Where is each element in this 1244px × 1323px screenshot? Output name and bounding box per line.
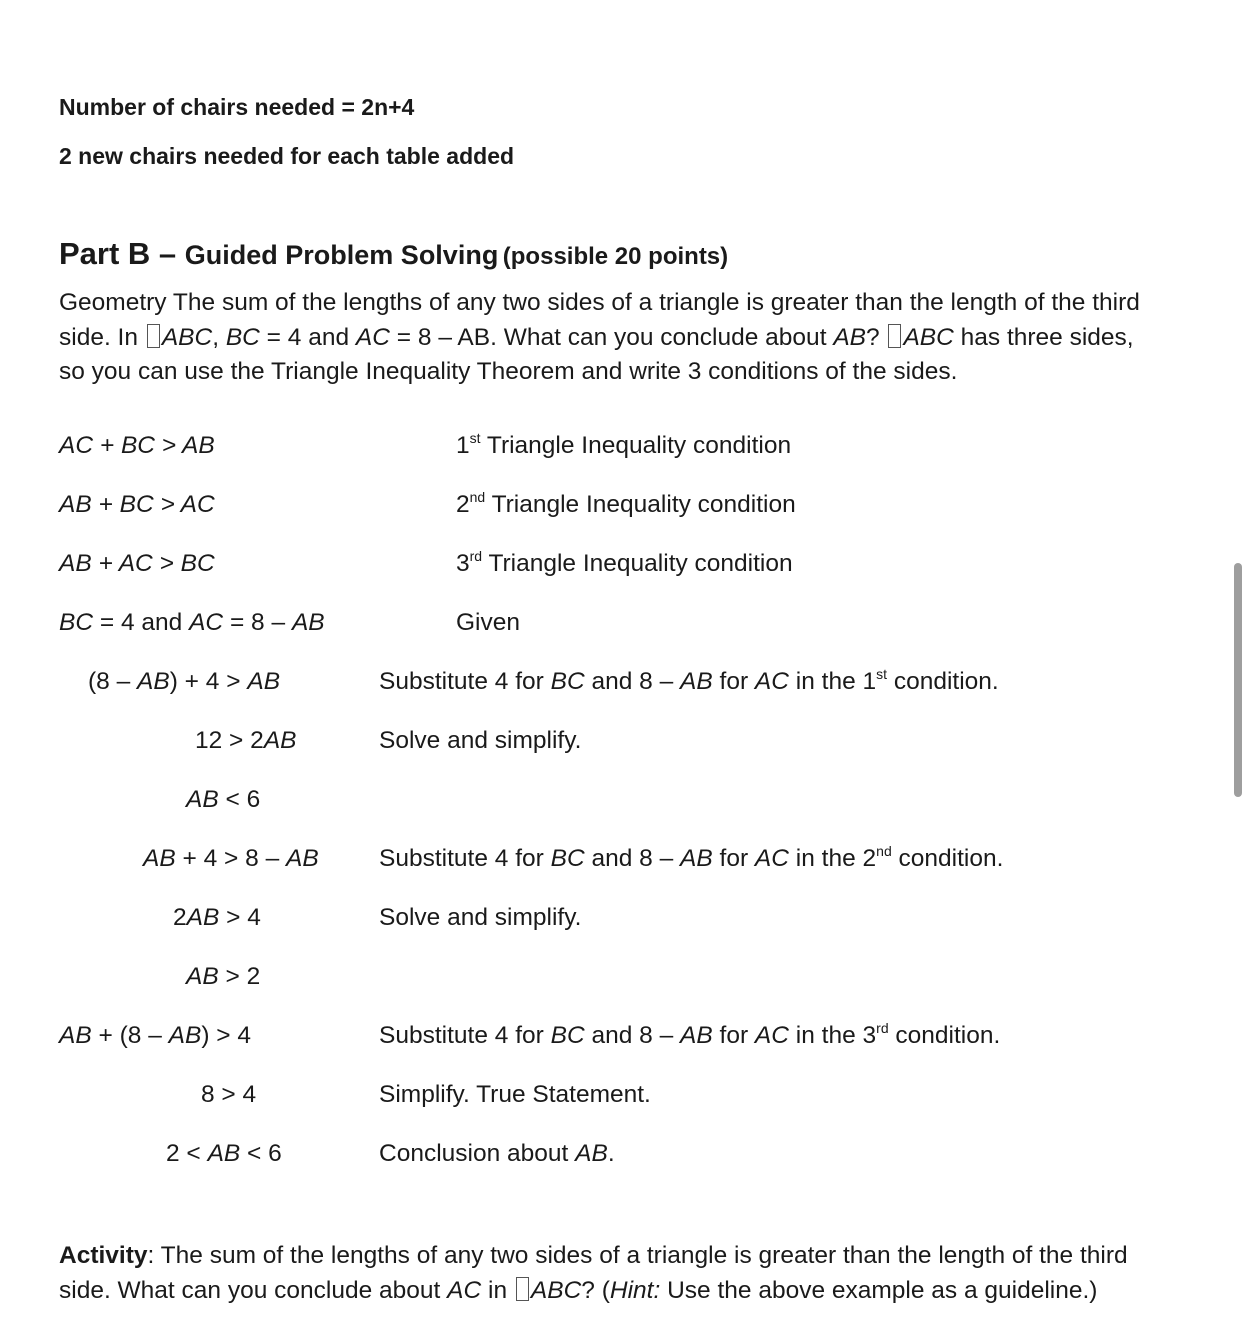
- vertical-scrollbar[interactable]: [1234, 563, 1242, 797]
- text: ? (: [581, 1276, 610, 1304]
- chairs-increment: 2 new chairs needed for each table added: [59, 143, 515, 169]
- intro-line-2: [59, 321, 1209, 356]
- text: Use the above example as a guideline.): [660, 1276, 1098, 1304]
- intro-line-3: so you can use the Triangle Inequality Theorem and write 3 conditions of the sides.: [59, 358, 958, 385]
- text: AB: [247, 668, 281, 695]
- step-2-expression: [59, 491, 215, 519]
- text: Substitute 4 for: [379, 1022, 551, 1049]
- text: rd: [876, 1020, 889, 1036]
- step-6-expression: [195, 727, 297, 755]
- step-13-expression: [166, 1140, 282, 1168]
- text: condition.: [888, 1022, 1001, 1049]
- text: .: [607, 1140, 615, 1167]
- step-4-reason: Given: [456, 609, 521, 636]
- text: in the 1: [788, 668, 877, 695]
- triangle-symbol-icon: [888, 324, 901, 348]
- text: AB: [168, 1022, 202, 1049]
- text: Triangle Inequality condition: [482, 550, 793, 577]
- activity-paragraph: [59, 1239, 1209, 1308]
- step-11-reason: [379, 1022, 1000, 1050]
- text: > 2: [218, 963, 261, 990]
- text: ABC: [530, 1276, 582, 1304]
- step-12-reason: Simplify. True Statement.: [379, 1081, 651, 1108]
- text: BC: [550, 845, 585, 872]
- step-1-expression: [59, 432, 215, 460]
- text: AB: [59, 1022, 92, 1049]
- text: ABC: [903, 323, 954, 351]
- step-3-reason: [456, 550, 793, 578]
- text: AB: [286, 845, 319, 872]
- text: AB: [263, 727, 297, 754]
- text: has three sides,: [953, 323, 1134, 351]
- text: for: [712, 1022, 755, 1049]
- text: AC: [754, 845, 789, 872]
- text: in the 3: [788, 1022, 877, 1049]
- heading-points: (possible 20 points): [502, 243, 729, 270]
- step-9-reason: Solve and simplify.: [379, 904, 582, 931]
- text: rd: [469, 548, 483, 564]
- step-10-expression: [186, 963, 260, 991]
- text: and 8 –: [584, 668, 681, 695]
- text: < 6: [218, 786, 261, 813]
- text: = 4 and: [259, 323, 356, 351]
- text: AB: [833, 323, 866, 351]
- text: 2: [456, 491, 470, 518]
- text: Substitute 4 for: [379, 845, 551, 872]
- text: Triangle Inequality condition: [485, 491, 796, 518]
- text: = 4 and: [93, 609, 190, 636]
- text: in the 2: [788, 845, 877, 872]
- text: AC: [754, 668, 789, 695]
- text: BC: [550, 1022, 585, 1049]
- text: AB + BC > AC: [59, 491, 215, 518]
- text: AB: [186, 904, 220, 931]
- text: nd: [469, 489, 486, 505]
- text: ) + 4 >: [169, 668, 248, 695]
- activity-line-1: [59, 1239, 1209, 1274]
- step-2-reason: [456, 491, 796, 519]
- text: AB: [143, 845, 176, 872]
- chairs-formula: Number of chairs needed = 2n+4: [59, 94, 415, 120]
- text: = 8 –: [223, 609, 292, 636]
- text: ?: [866, 323, 887, 351]
- part-b-heading: [59, 236, 728, 272]
- step-1-reason: [456, 432, 791, 460]
- text: BC: [225, 323, 260, 351]
- text: + (8 –: [91, 1022, 169, 1049]
- text: and 8 –: [584, 845, 681, 872]
- text: AB: [186, 786, 219, 813]
- text: side. What can you conclude about: [59, 1276, 448, 1304]
- text: 2: [173, 904, 187, 931]
- text: = 8 – AB. What can you conclude about: [389, 323, 834, 351]
- text: st: [469, 430, 481, 446]
- text: < 6: [240, 1140, 282, 1167]
- text: AB: [680, 845, 713, 872]
- text: + 4 > 8 –: [175, 845, 287, 872]
- triangle-symbol-icon: [147, 324, 160, 348]
- text: condition.: [891, 845, 1004, 872]
- heading-dash: –: [150, 236, 185, 271]
- text: ABC: [161, 323, 213, 351]
- text: AC: [189, 609, 224, 636]
- step-8-expression: [143, 845, 319, 873]
- step-5-expression: [88, 668, 280, 696]
- text: 1: [456, 432, 470, 459]
- text: st: [876, 666, 888, 682]
- text: in: [481, 1276, 514, 1304]
- text: AB: [186, 963, 219, 990]
- text: AC: [355, 323, 390, 351]
- text: AB + AC > BC: [59, 550, 215, 577]
- text: and 8 –: [584, 1022, 681, 1049]
- step-6-reason: Solve and simplify.: [379, 727, 582, 754]
- text: condition.: [887, 668, 999, 695]
- intro-line-1: Geometry The sum of the lengths of any two sides of a triangle is greater than the length of the third: [59, 289, 1140, 316]
- text: side. In: [59, 323, 145, 351]
- intro-paragraph: [59, 286, 1209, 390]
- step-4-expression: [59, 609, 325, 637]
- text: AB: [207, 1140, 241, 1167]
- heading-title: Guided Problem Solving: [184, 240, 499, 270]
- text: (8 –: [88, 668, 138, 695]
- text: nd: [876, 843, 892, 859]
- text: AB: [575, 1140, 608, 1167]
- activity-line-2: [59, 1274, 1209, 1309]
- text: ,: [212, 323, 226, 351]
- text: > 4: [219, 904, 261, 931]
- step-11-expression: [59, 1022, 251, 1050]
- text: AC: [447, 1276, 482, 1304]
- text: for: [712, 845, 755, 872]
- step-5-reason: [379, 668, 999, 696]
- step-12-expression: 8 > 4: [201, 1081, 257, 1108]
- text: BC: [550, 668, 585, 695]
- text: AB: [291, 609, 325, 636]
- step-13-reason: [379, 1140, 615, 1168]
- step-3-expression: [59, 550, 215, 578]
- text: : The sum of the lengths of any two sides of a triangle is greater than the length of the third: [147, 1242, 1128, 1269]
- text: 12 > 2: [195, 727, 264, 754]
- text: ) > 4: [201, 1022, 252, 1049]
- text: AC: [754, 1022, 789, 1049]
- step-9-expression: [173, 904, 261, 932]
- step-8-reason: [379, 845, 1003, 873]
- text: 2 <: [166, 1140, 208, 1167]
- triangle-symbol-icon: [516, 1277, 529, 1301]
- text: AB: [137, 668, 170, 695]
- text: Conclusion about: [379, 1140, 576, 1167]
- text: for: [712, 668, 755, 695]
- text: Triangle Inequality condition: [480, 432, 792, 459]
- step-7-expression: [186, 786, 260, 814]
- text: AB: [680, 1022, 713, 1049]
- activity-label: Activity: [59, 1242, 148, 1269]
- text: BC: [59, 609, 94, 636]
- text: AC + BC > AB: [59, 432, 215, 459]
- text: Substitute 4 for: [379, 668, 551, 695]
- text: Hint:: [609, 1276, 661, 1304]
- text: 3: [456, 550, 470, 577]
- text: AB: [680, 668, 713, 695]
- part-b-label: Part B: [59, 236, 151, 271]
